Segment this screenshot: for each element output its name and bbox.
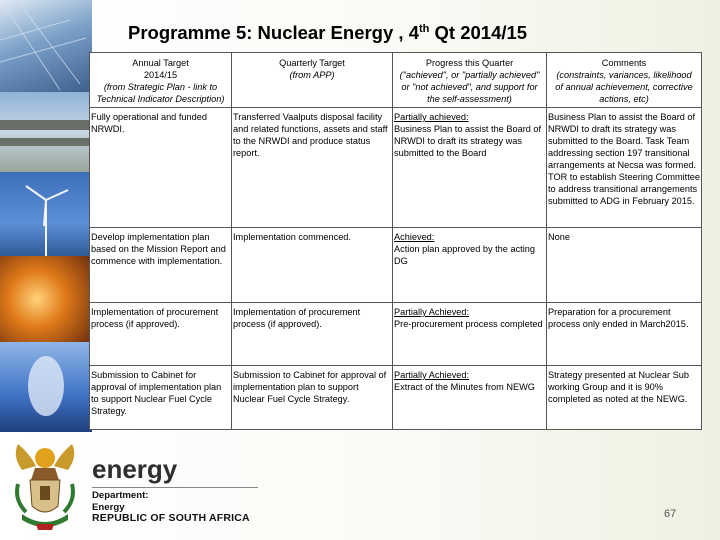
progress-status: Partially Achieved: — [394, 307, 470, 317]
comments-cell: Preparation for a procurement process only ended in March2015. — [547, 303, 702, 366]
table-row — [90, 366, 702, 430]
department-block — [92, 490, 250, 525]
brand-wordmark: energy — [92, 454, 178, 484]
annual-target-cell: Fully operational and funded NRWDI. — [90, 108, 232, 228]
table-header-row — [90, 53, 702, 108]
quarterly-target-cell: Implementation commenced. — [232, 228, 393, 303]
progress-status: Partially Achieved: — [394, 370, 470, 380]
progress-cell — [393, 108, 547, 228]
comments-cell: None — [547, 228, 702, 303]
brand-divider — [92, 487, 258, 488]
progress-detail: Business Plan to assist the Board of NRWDI to draft its strategy was submitted to the Board — [394, 124, 542, 158]
progress-cell — [393, 303, 547, 366]
header-comments: Comments (constraints, variances, likelihood of annual achievement, corrective actions, etc) — [547, 53, 702, 108]
comments-cell: Strategy presented at Nuclear Sub working Group and it is 90% completed as noted at the NEWG. — [547, 366, 702, 430]
table-row — [90, 303, 702, 366]
quarterly-target-cell: Implementation of procurement process (if approved). — [232, 303, 393, 366]
progress-cell — [393, 366, 547, 430]
header-quarterly-target: Quarterly Target (from APP) — [232, 53, 393, 108]
country-name: REPUBLIC OF SOUTH AFRICA — [92, 512, 250, 524]
department-label: Department: — [92, 490, 149, 501]
annual-target-cell: Submission to Cabinet for approval of implementation plan to support Nuclear Fuel Cycle Strategy. — [90, 366, 232, 430]
coat-of-arms-icon — [10, 440, 80, 532]
progress-status: Partially achieved: — [394, 112, 469, 122]
slide-title: Programme 5: Nuclear Energy , 4th Qt 2014/15 — [128, 22, 528, 43]
progress-status: Achieved: — [394, 232, 435, 242]
progress-detail: Action plan approved by the acting DG — [394, 244, 535, 266]
annual-target-cell: Develop implementation plan based on the Mission Report and commence with implementation. — [90, 228, 232, 303]
table-row — [90, 228, 702, 303]
quarterly-target-cell: Transferred Vaalputs disposal facility and related functions, assets and staff to the NRWDI and produce status report. — [232, 108, 393, 228]
page-number: 67 — [664, 508, 677, 520]
photo-strip-details-icon — [0, 0, 92, 432]
department-name: Energy — [92, 501, 125, 513]
progress-cell — [393, 228, 547, 303]
progress-detail: Pre-procurement process completed — [394, 319, 543, 329]
table-row — [90, 108, 702, 228]
header-progress: Progress this Quarter ("achieved", or "partially achieved" or "not achieved", and support for the self-assessment) — [393, 53, 547, 108]
quarterly-target-cell: Submission to Cabinet for approval of implementation plan to support Nuclear Fuel Cycle Strategy. — [232, 366, 393, 430]
comments-cell: Business Plan to assist the Board of NRWDI to draft its strategy was submitted to the Board. Task Team addressing section 197 transitional arrangements at Necsa was formed. TOR to establish Steering Committee to address transitional arrangements submitted to ADG in February 2015. — [547, 108, 702, 228]
programme-table — [89, 52, 702, 430]
decorative-photo-strip — [0, 0, 92, 432]
header-annual-target: Annual Target 2014/15 (from Strategic Plan - link to Technical Indicator Description) — [90, 53, 232, 108]
annual-target-cell: Implementation of procurement process (if approved). — [90, 303, 232, 366]
progress-detail: Extract of the Minutes from NEWG — [394, 382, 535, 392]
